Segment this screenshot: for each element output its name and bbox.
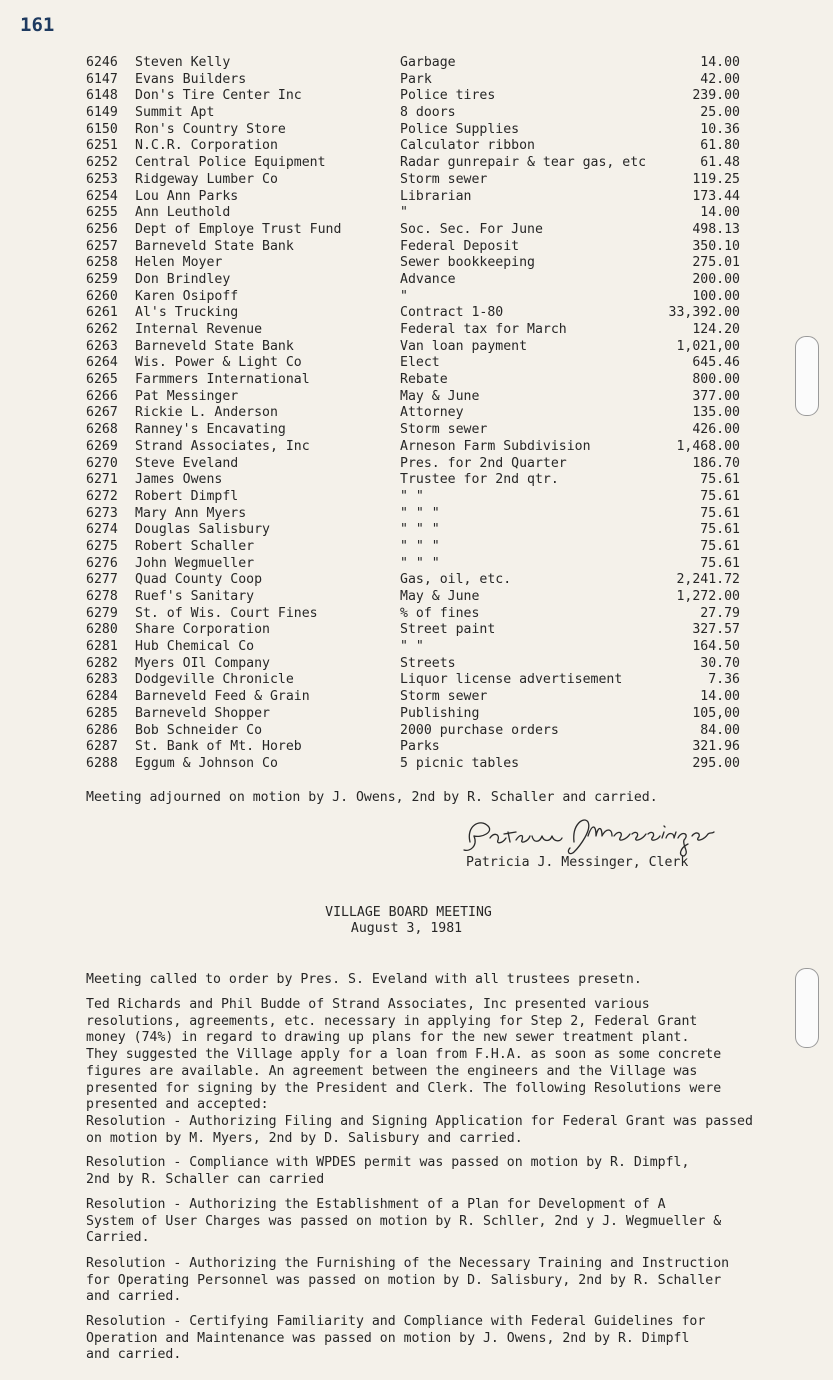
ledger-row <box>86 506 746 523</box>
check-number: 6265 <box>86 372 118 388</box>
check-number: 6271 <box>86 472 118 488</box>
ledger-row <box>86 88 746 105</box>
payment-amount: 173.44 <box>692 188 740 204</box>
check-number: 6148 <box>86 88 118 104</box>
payment-purpose: Police tires <box>400 88 496 104</box>
ledger-row <box>86 422 746 439</box>
ledger-row <box>86 606 746 623</box>
payee-name: Steve Eveland <box>135 455 239 471</box>
payee-name: John Wegmueller <box>135 555 255 571</box>
check-number: 6246 <box>86 55 118 70</box>
payee-name: Barneveld Shopper <box>135 705 270 721</box>
payment-amount: 135.00 <box>692 405 740 421</box>
payment-purpose: Contract 1-80 <box>400 305 504 321</box>
payee-name: Dodgeville Chronicle <box>135 672 294 688</box>
payment-amount: 100.00 <box>692 288 740 304</box>
ledger-row <box>86 689 746 706</box>
payment-amount: 200.00 <box>692 271 740 287</box>
payment-purpose: Van loan payment <box>400 338 528 354</box>
payment-purpose: 8 doors <box>400 105 456 121</box>
payment-purpose: Storm sewer <box>400 689 488 705</box>
payment-amount: 1,021,00 <box>676 338 740 354</box>
adjourned-statement: Meeting adjourned on motion by J. Owens, 2nd by R. Schaller and carried. <box>86 790 658 805</box>
binder-hole-upper <box>795 336 819 416</box>
payment-amount: 321.96 <box>692 739 740 755</box>
ledger-row <box>86 122 746 139</box>
check-number: 6267 <box>86 405 118 421</box>
payment-amount: 75.61 <box>700 472 740 488</box>
payment-purpose: May & June <box>400 388 480 404</box>
ledger-row <box>86 706 746 723</box>
check-number: 6275 <box>86 538 118 554</box>
payment-amount: 2,241.72 <box>676 572 740 588</box>
check-number: 6253 <box>86 171 118 187</box>
payment-amount: 42.00 <box>700 71 740 87</box>
payment-purpose: Street paint <box>400 622 496 638</box>
payee-name: Ridgeway Lumber Co <box>135 171 278 187</box>
ledger-row <box>86 522 746 539</box>
ledger-row <box>86 723 746 740</box>
disbursement-ledger <box>86 55 746 773</box>
payee-name: Summit Apt <box>135 105 215 121</box>
ledger-row <box>86 622 746 639</box>
ledger-row <box>86 239 746 256</box>
ledger-row <box>86 389 746 406</box>
payee-name: Helen Moyer <box>135 255 223 271</box>
payment-amount: 84.00 <box>700 722 740 738</box>
payee-name: Barneveld Feed & Grain <box>135 689 310 705</box>
payment-amount: 14.00 <box>700 689 740 705</box>
payment-purpose: Park <box>400 71 432 87</box>
payment-amount: 61.48 <box>700 155 740 171</box>
payment-purpose: Liquor license advertisement <box>400 672 623 688</box>
page-number: 161 <box>20 14 55 36</box>
payment-purpose: Publishing <box>400 705 480 721</box>
payment-amount: 7.36 <box>708 672 740 688</box>
payment-purpose: Attorney <box>400 405 464 421</box>
strand-associates-paragraph: Ted Richards and Phil Budde of Strand Associates, Inc presented various resolutions, agreements, etc. necessary in applying for Step 2, Federal Grant money (74%) in regard to drawing up plans for the new sewer treatment plant. They suggested the Village apply for a loan from F.H.A. as soon as some concrete figures are available. An agreement between the engineers and the Village was presented for signing by the President and Clerk. The following Resolutions were presented and accepted: <box>86 997 722 1113</box>
payment-purpose: " " " <box>400 538 440 554</box>
payee-name: Internal Revenue <box>135 322 263 337</box>
resolution-wpdes-permit: Resolution - Compliance with WPDES permit was passed on motion by R. Dimpfl, 2nd by R. Schaller can carried <box>86 1155 690 1187</box>
payment-amount: 645.46 <box>692 355 740 371</box>
ledger-row <box>86 639 746 656</box>
payment-purpose: % of fines <box>400 605 480 621</box>
check-number: 6269 <box>86 438 118 454</box>
ledger-row <box>86 489 746 506</box>
check-number: 6288 <box>86 755 118 771</box>
check-number: 6287 <box>86 739 118 755</box>
check-number: 6272 <box>86 488 118 504</box>
ledger-row <box>86 372 746 389</box>
ledger-row <box>86 172 746 189</box>
ledger-row <box>86 672 746 689</box>
payee-name: Robert Schaller <box>135 538 255 554</box>
payee-name: St. Bank of Mt. Horeb <box>135 739 302 755</box>
meeting-title: VILLAGE BOARD MEETING <box>325 905 492 920</box>
payee-name: Farmmers International <box>135 372 310 388</box>
payment-amount: 10.36 <box>700 121 740 137</box>
ledger-row <box>86 138 746 155</box>
check-number: 6256 <box>86 221 118 237</box>
payment-purpose: Arneson Farm Subdivision <box>400 438 591 454</box>
check-number: 6279 <box>86 605 118 621</box>
ledger-row <box>86 472 746 489</box>
check-number: 6257 <box>86 238 118 254</box>
ledger-row <box>86 439 746 456</box>
check-number: 6258 <box>86 255 118 271</box>
payment-purpose: Librarian <box>400 188 472 204</box>
payment-amount: 275.01 <box>692 255 740 271</box>
ledger-row <box>86 556 746 573</box>
check-number: 6270 <box>86 455 118 471</box>
check-number: 6261 <box>86 305 118 321</box>
check-number: 6268 <box>86 422 118 438</box>
payee-name: Ron's Country Store <box>135 121 286 137</box>
payment-amount: 1,468.00 <box>676 438 740 454</box>
check-number: 6278 <box>86 589 118 604</box>
resolution-operation-maintenance: Resolution - Certifying Familiarity and Compliance with Federal Guidelines for Operation and Maintenance was passed on motion by J. Owens, 2nd by R. Dimpfl and carried. <box>86 1314 706 1363</box>
payment-purpose: " <box>400 288 408 304</box>
payee-name: Ann Leuthold <box>135 205 231 221</box>
ledger-row <box>86 739 746 756</box>
payment-amount: 426.00 <box>692 422 740 438</box>
check-number: 6260 <box>86 288 118 304</box>
ledger-row <box>86 322 746 339</box>
ledger-row <box>86 456 746 473</box>
check-number: 6285 <box>86 705 118 721</box>
check-number: 6276 <box>86 555 118 571</box>
binder-hole-lower <box>795 968 819 1048</box>
payee-name: Wis. Power & Light Co <box>135 355 302 371</box>
payment-purpose: " " " <box>400 522 440 538</box>
ledger-row <box>86 55 746 72</box>
check-number: 6150 <box>86 121 118 137</box>
payment-amount: 119.25 <box>692 171 740 187</box>
payment-purpose: Parks <box>400 739 440 755</box>
handwritten-signature-icon <box>456 812 726 858</box>
call-to-order-paragraph: Meeting called to order by Pres. S. Eveland with all trustees presetn. <box>86 972 642 987</box>
check-number: 6282 <box>86 655 118 671</box>
check-number: 6255 <box>86 205 118 221</box>
payment-amount: 75.61 <box>700 538 740 554</box>
payee-name: Lou Ann Parks <box>135 188 239 204</box>
payment-purpose: " " " <box>400 555 440 571</box>
resolution-training: Resolution - Authorizing the Furnishing of the Necessary Training and Instruction for Operating Personnel was passed on motion by D. Salisbury, 2nd by R. Schaller and carried. <box>86 1256 730 1305</box>
check-number: 6274 <box>86 522 118 538</box>
check-number: 6283 <box>86 672 118 688</box>
payment-amount: 800.00 <box>692 372 740 388</box>
check-number: 6286 <box>86 722 118 738</box>
payee-name: Ranney's Encavating <box>135 422 286 438</box>
payment-amount: 350.10 <box>692 238 740 254</box>
check-number: 6263 <box>86 338 118 354</box>
ledger-row <box>86 189 746 206</box>
payment-purpose: Gas, oil, etc. <box>400 572 512 588</box>
check-number: 6273 <box>86 505 118 521</box>
payment-purpose: Radar gunrepair & tear gas, etc <box>400 155 647 171</box>
ledger-row <box>86 572 746 589</box>
check-number: 6149 <box>86 105 118 121</box>
payment-amount: 61.80 <box>700 138 740 154</box>
ledger-row <box>86 272 746 289</box>
payee-name: Quad County Coop <box>135 572 263 588</box>
payee-name: Al's Trucking <box>135 305 239 321</box>
payment-amount: 1,272.00 <box>676 589 740 604</box>
payee-name: Douglas Salisbury <box>135 522 270 538</box>
payee-name: Strand Associates, Inc <box>135 438 310 454</box>
ledger-row <box>86 405 746 422</box>
payee-name: St. of Wis. Court Fines <box>135 605 318 621</box>
payee-name: Evans Builders <box>135 71 247 87</box>
payment-purpose: Soc. Sec. For June <box>400 221 543 237</box>
check-number: 6251 <box>86 138 118 154</box>
ledger-row <box>86 255 746 272</box>
ledger-row <box>86 656 746 673</box>
check-number: 6252 <box>86 155 118 171</box>
check-number: 6281 <box>86 639 118 655</box>
payee-name: Eggum & Johnson Co <box>135 755 278 771</box>
payment-amount: 33,392.00 <box>668 305 740 321</box>
payee-name: Don Brindley <box>135 271 231 287</box>
payment-purpose: Storm sewer <box>400 171 488 187</box>
payment-purpose: " " " <box>400 505 440 521</box>
ledger-row <box>86 105 746 122</box>
payee-name: Central Police Equipment <box>135 155 326 171</box>
payee-name: Share Corporation <box>135 622 270 638</box>
payee-name: Karen Osipoff <box>135 288 239 304</box>
ledger-row <box>86 589 746 606</box>
payment-amount: 186.70 <box>692 455 740 471</box>
payee-name: Ruef's Sanitary <box>135 589 255 604</box>
payment-purpose: Advance <box>400 271 456 287</box>
payment-purpose: Calculator ribbon <box>400 138 535 154</box>
payment-purpose: Trustee for 2nd qtr. <box>400 472 559 488</box>
ledger-row <box>86 355 746 372</box>
payment-purpose: " " <box>400 488 424 504</box>
payment-purpose: " " <box>400 639 424 655</box>
payment-amount: 75.61 <box>700 505 740 521</box>
payment-purpose: 5 picnic tables <box>400 755 520 771</box>
ledger-row <box>86 72 746 89</box>
resolution-federal-grant: Resolution - Authorizing Filing and Signing Application for Federal Grant was passed on motion by M. Myers, 2nd by D. Salisbury and carried. <box>86 1114 753 1146</box>
check-number: 6259 <box>86 271 118 287</box>
payee-name: N.C.R. Corporation <box>135 138 278 154</box>
ledger-row <box>86 539 746 556</box>
ledger-row <box>86 222 746 239</box>
payment-purpose: Garbage <box>400 55 456 70</box>
payment-purpose: " <box>400 205 408 221</box>
ledger-row <box>86 305 746 322</box>
payment-amount: 14.00 <box>700 55 740 70</box>
payment-amount: 239.00 <box>692 88 740 104</box>
payee-name: Hub Chemical Co <box>135 639 255 655</box>
meeting-date: August 3, 1981 <box>350 921 463 936</box>
payment-purpose: Elect <box>400 355 440 371</box>
ledger-row <box>86 155 746 172</box>
payment-amount: 498.13 <box>692 221 740 237</box>
resolution-user-charges: Resolution - Authorizing the Establishment of a Plan for Development of A System of User Charges was passed on motion by R. Schller, 2nd y J. Wegmueller & Carried. <box>86 1197 722 1246</box>
payment-amount: 30.70 <box>700 655 740 671</box>
check-number: 6266 <box>86 388 118 404</box>
check-number: 6147 <box>86 71 118 87</box>
payee-name: Myers OIl Company <box>135 655 270 671</box>
payment-amount: 14.00 <box>700 205 740 221</box>
payee-name: James Owens <box>135 472 223 488</box>
payment-amount: 75.61 <box>700 488 740 504</box>
check-number: 6264 <box>86 355 118 371</box>
payment-purpose: Sewer bookkeeping <box>400 255 535 271</box>
payment-amount: 75.61 <box>700 555 740 571</box>
payment-amount: 295.00 <box>692 755 740 771</box>
check-number: 6262 <box>86 322 118 337</box>
ledger-row <box>86 756 746 773</box>
payee-name: Barneveld State Bank <box>135 338 294 354</box>
payment-amount: 327.57 <box>692 622 740 638</box>
payment-amount: 377.00 <box>692 388 740 404</box>
payee-name: Rickie L. Anderson <box>135 405 278 421</box>
payee-name: Steven Kelly <box>135 55 231 70</box>
payee-name: Pat Messinger <box>135 388 239 404</box>
payment-amount: 124.20 <box>692 322 740 337</box>
check-number: 6280 <box>86 622 118 638</box>
ledger-row <box>86 205 746 222</box>
payee-name: Barneveld State Bank <box>135 238 294 254</box>
check-number: 6284 <box>86 689 118 705</box>
payee-name: Robert Dimpfl <box>135 488 239 504</box>
payment-amount: 105,00 <box>692 705 740 721</box>
payee-name: Dept of Employe Trust Fund <box>135 221 342 237</box>
payment-amount: 75.61 <box>700 522 740 538</box>
payment-purpose: Storm sewer <box>400 422 488 438</box>
payee-name: Bob Schneider Co <box>135 722 263 738</box>
clerk-name: Patricia J. Messinger, Clerk <box>466 855 689 870</box>
payment-purpose: Pres. for 2nd Quarter <box>400 455 567 471</box>
check-number: 6277 <box>86 572 118 588</box>
payment-amount: 25.00 <box>700 105 740 121</box>
payment-purpose: Federal tax for March <box>400 322 567 337</box>
payee-name: Mary Ann Myers <box>135 505 247 521</box>
ledger-row <box>86 289 746 306</box>
payment-purpose: Rebate <box>400 372 448 388</box>
payment-purpose: Police Supplies <box>400 121 520 137</box>
payment-purpose: Streets <box>400 655 456 671</box>
payment-purpose: 2000 purchase orders <box>400 722 559 738</box>
payment-purpose: Federal Deposit <box>400 238 520 254</box>
payment-purpose: May & June <box>400 589 480 604</box>
payment-amount: 164.50 <box>692 639 740 655</box>
ledger-row <box>86 339 746 356</box>
check-number: 6254 <box>86 188 118 204</box>
payee-name: Don's Tire Center Inc <box>135 88 302 104</box>
payment-amount: 27.79 <box>700 605 740 621</box>
